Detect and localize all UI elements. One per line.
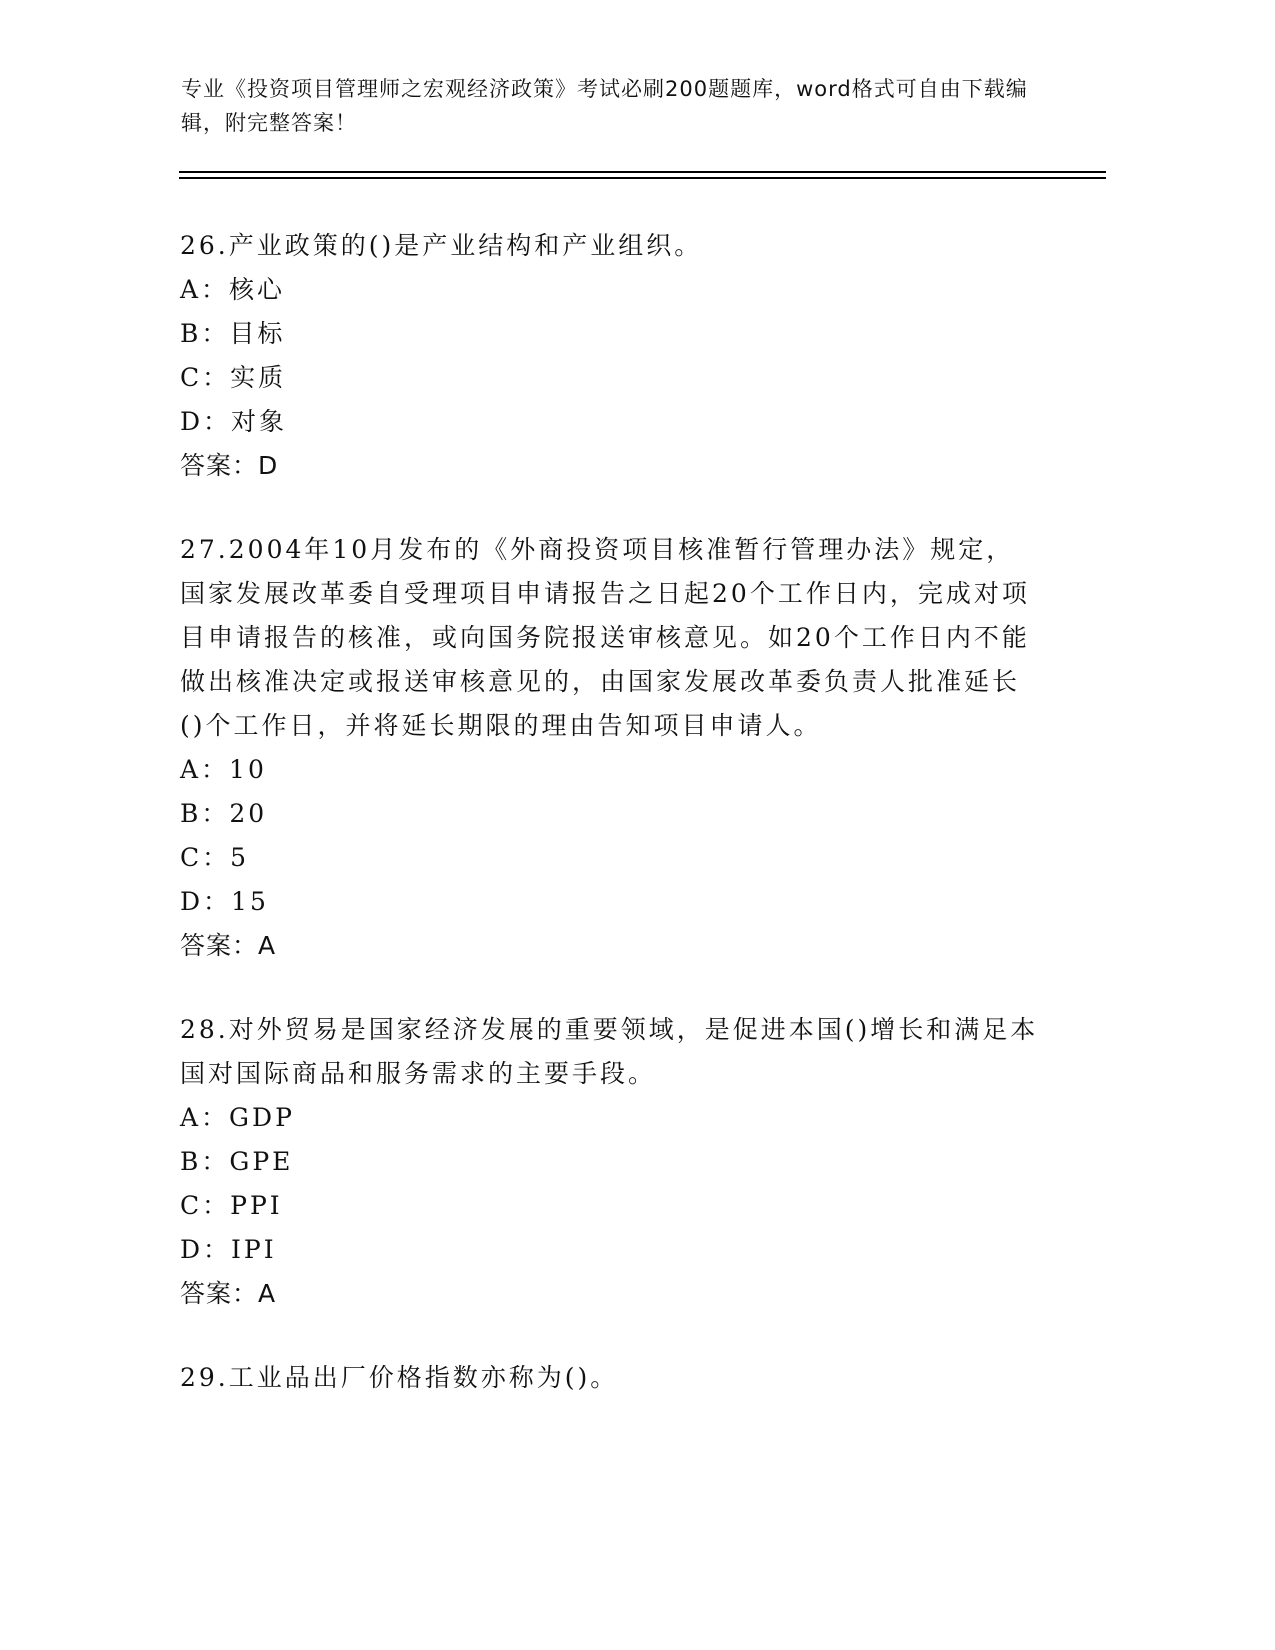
option-a: A：10 xyxy=(180,755,267,784)
option-d: D：对象 xyxy=(180,407,288,436)
option-d: D：IPI xyxy=(180,1235,277,1264)
answer: 答案：A xyxy=(180,1279,277,1308)
question-29 xyxy=(180,1356,1040,1400)
option-b: B：GPE xyxy=(180,1147,294,1176)
option-d: D：15 xyxy=(180,887,269,916)
header-divider-bottom xyxy=(179,177,1106,179)
question-stem: 29.工业品出厂价格指数亦称为()。 xyxy=(180,1363,619,1392)
question-27 xyxy=(180,528,1040,968)
option-c: C：实质 xyxy=(180,363,287,392)
option-a: A：核心 xyxy=(180,275,286,304)
answer: 答案：A xyxy=(180,931,277,960)
option-c: C：PPI xyxy=(180,1191,283,1220)
question-stem: 27.2004年10月发布的《外商投资项目核准暂行管理办法》规定，国家发展改革委自受理项目申请报告之日起20个工作日内，完成对项目申请报告的核准，或向国务院报送审核意见。如20个工作日内不能做出核准决定或报送审核意见的，由国家发展改革委负责人批准延长()个工作日，并将延长期限的理由告知项目申请人。 xyxy=(180,535,1030,740)
option-b: B：目标 xyxy=(180,319,286,348)
option-b: B：20 xyxy=(180,799,268,828)
question-28 xyxy=(180,1008,1040,1316)
option-a: A：GDP xyxy=(180,1103,295,1132)
answer: 答案：D xyxy=(180,451,279,480)
question-26 xyxy=(180,224,1040,488)
question-stem: 26.产业政策的()是产业结构和产业组织。 xyxy=(180,231,703,260)
page-header: 专业《投资项目管理师之宏观经济政策》考试必刷200题题库，word格式可自由下载编辑，附完整答案！ xyxy=(181,77,1028,135)
option-c: C：5 xyxy=(180,843,250,872)
question-stem: 28.对外贸易是国家经济发展的重要领域，是促进本国()增长和满足本国对国际商品和服务需求的主要手段。 xyxy=(180,1015,1039,1088)
header-divider-top xyxy=(179,171,1106,173)
